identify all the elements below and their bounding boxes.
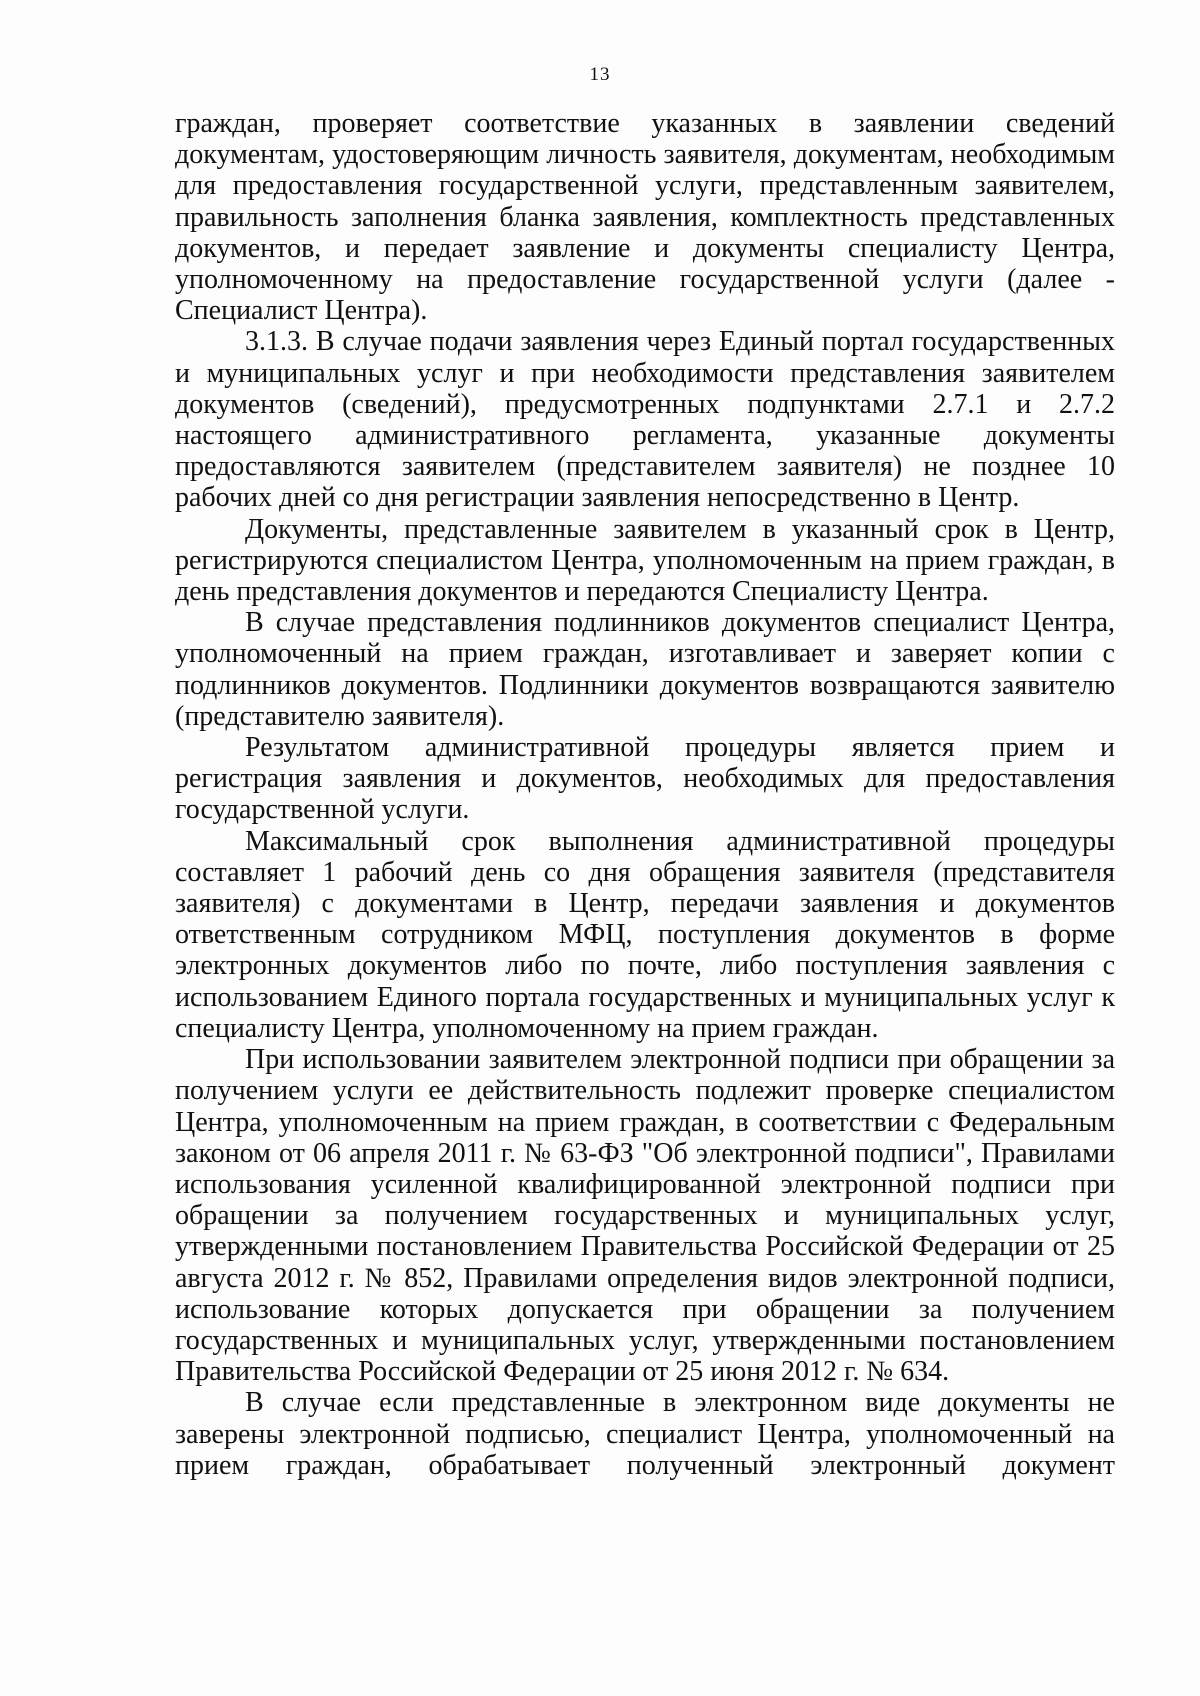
paragraph-7: При использовании заявителем электронной подписи при обращении за получением услуги ее действительность подлежит проверке специалистом Центра, уполномоченным на прием граждан, в соответствии с Федеральным законом от 06 апреля 2011 г. № 63-ФЗ "Об электронной подписи", Правилами использования усиленной квалифицированной электронной подписи при обращении за получением государственных и муниципальных услуг, утвержденными постановлением Правительства Российской Федерации от 25 августа 2012 г. № 852, Правилами определения видов электронной подписи, использование которых допускается при обращении за получением государственных и муниципальных услуг, утвержденными постановлением Правительства Российской Федерации от 25 июня 2012 г. № 634. bbox=[175, 1044, 1115, 1388]
paragraph-2: 3.1.3. В случае подачи заявления через Единый портал государственных и муниципальных услуг и при необходимости представления заявителем документов (сведений), предусмотренных подпунктами 2.7.1 и 2.7.2 настоящего административного регламента, указанные документы предоставляются заявителем (представителем заявителя) не позднее 10 рабочих дней со дня регистрации заявления непосредственно в Центр. bbox=[175, 326, 1115, 514]
paragraph-3: Документы, представленные заявителем в указанный срок в Центр, регистрируются специалистом Центра, уполномоченным на прием граждан, в день представления документов и передаются Специалисту Центра. bbox=[175, 513, 1115, 608]
page-number: 13 bbox=[589, 64, 611, 85]
paragraph-1: граждан, проверяет соответствие указанных в заявлении сведений документам, удостоверяющим личность заявителя, документам, необходимым для предоставления государственной услуги, представленным заявителем, правильность заполнения бланка заявления, комплектность представленных документов, и передает заявление и документы специалисту Центра, уполномоченному на предоставление государственной услуги (далее - Специалист Центра). bbox=[175, 108, 1115, 327]
document-body bbox=[175, 108, 1115, 1481]
paragraph-5: Результатом административной процедуры является прием и регистрация заявления и документов, необходимых для предоставления государственной услуги. bbox=[175, 732, 1115, 826]
paragraph-4: В случае представления подлинников документов специалист Центра, уполномоченный на прием граждан, изготавливает и заверяет копии с подлинников документов. Подлинники документов возвращаются заявителю (представителю заявителя). bbox=[175, 607, 1115, 732]
paragraph-6: Максимальный срок выполнения административной процедуры составляет 1 рабочий день со дня обращения заявителя (представителя заявителя) с документами в Центр, передачи заявления и документов ответственным сотрудником МФЦ, поступления документов в форме электронных документов либо по почте, либо поступления заявления с использованием Единого портала государственных и муниципальных услуг к специалисту Центра, уполномоченному на прием граждан. bbox=[175, 825, 1115, 1044]
paragraph-8: В случае если представленные в электронном виде документы не заверены электронной подписью, специалист Центра, уполномоченный на прием граждан, обрабатывает полученный электронный документ bbox=[175, 1387, 1115, 1481]
